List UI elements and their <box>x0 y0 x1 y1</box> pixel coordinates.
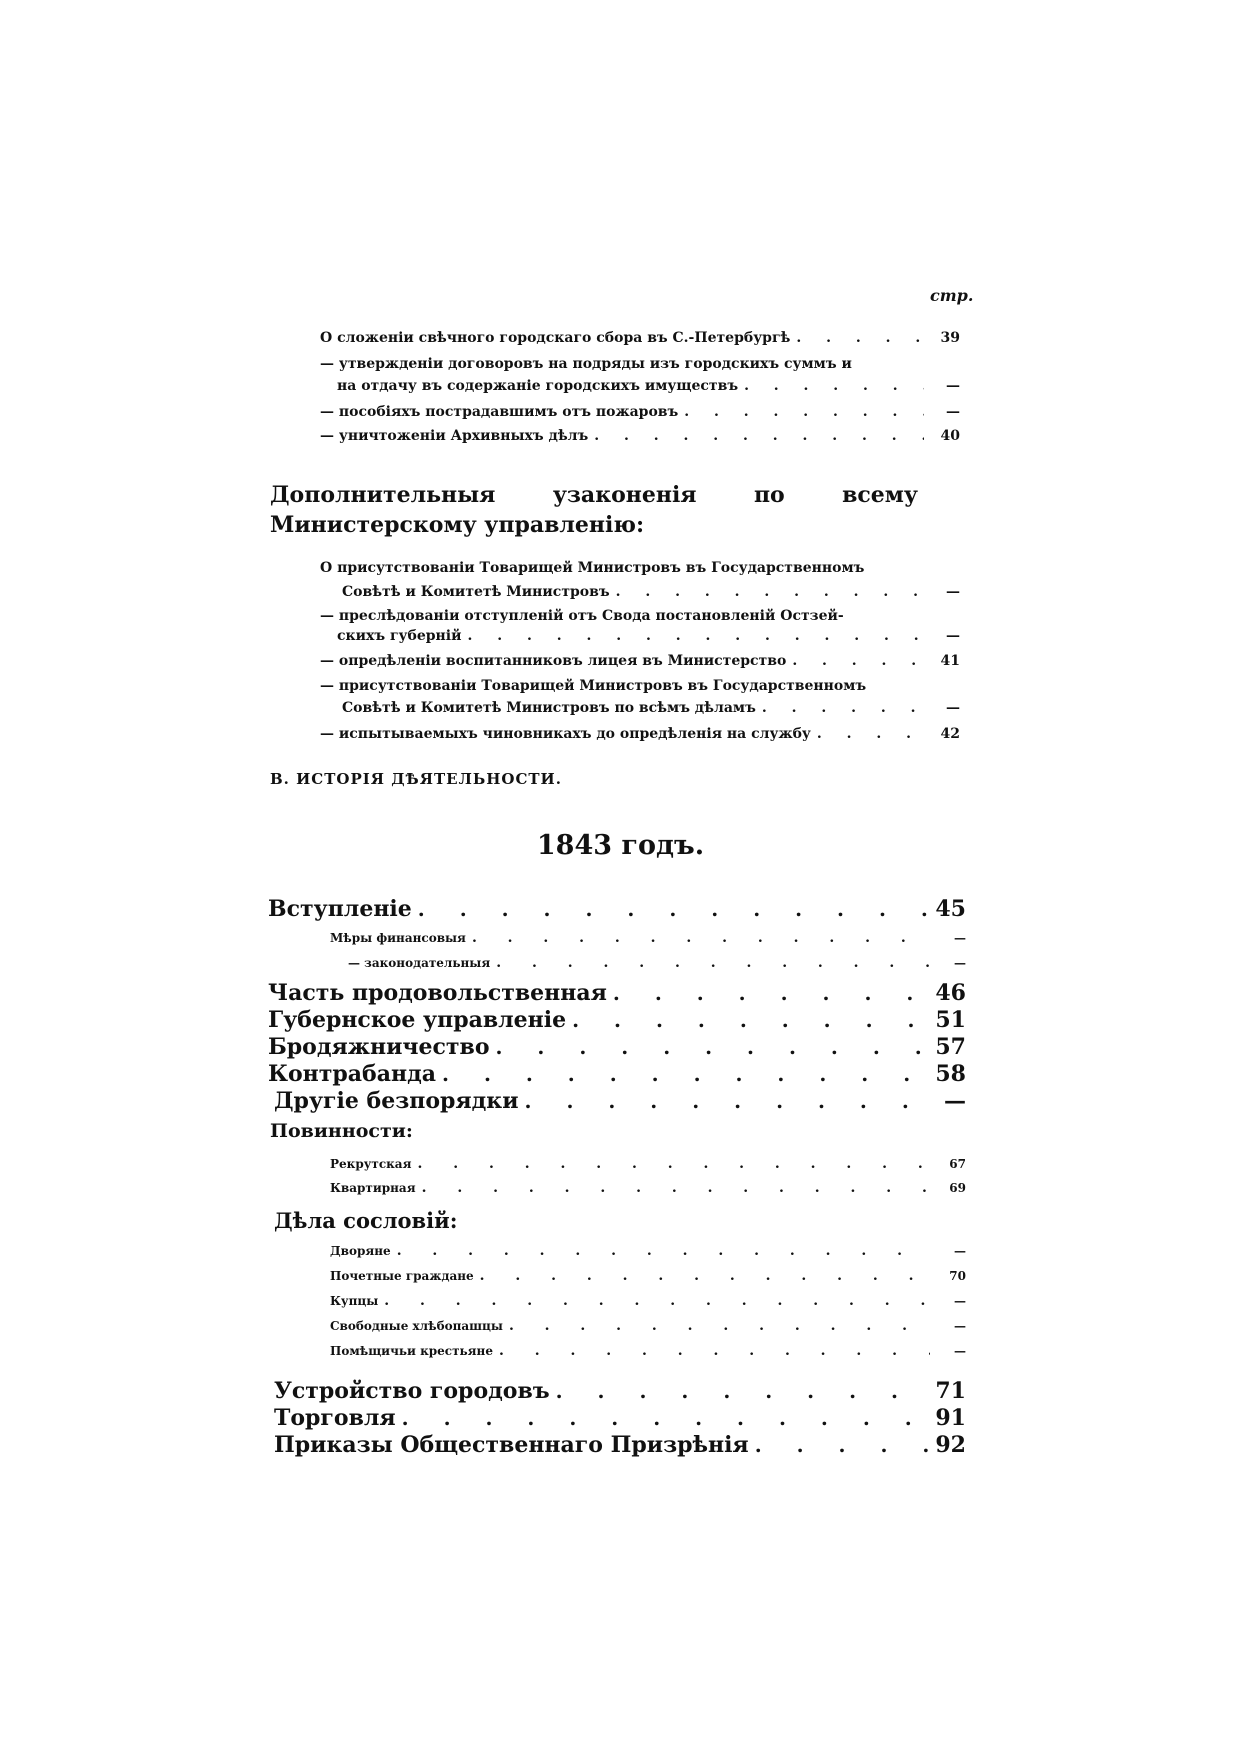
entry-text: Рекрутская <box>330 1157 412 1171</box>
page-number: 51 <box>935 1007 966 1033</box>
entry-continuation: скихъ губерній <box>337 628 462 644</box>
dot-leader <box>402 1406 930 1430</box>
entry-text: — испытываемыхъ чиновникахъ до опредѣленія на службу <box>320 726 811 742</box>
entry-text: — опредѣленіи воспитанниковъ лицея въ Министерство <box>320 653 787 669</box>
entry-text: — присутствованіи Товарищей Министровъ въ Государственномъ <box>320 678 867 694</box>
dot-leader <box>762 700 924 716</box>
entry-text: — утвержденіи договоровъ на подряды изъ городскихъ суммъ и <box>320 356 852 372</box>
toc-entry <box>330 1180 966 1196</box>
dot-leader <box>744 378 924 394</box>
toc-entry <box>337 378 960 394</box>
dot-leader <box>417 1156 930 1172</box>
page-number: 45 <box>935 896 966 922</box>
dot-leader <box>384 1293 930 1309</box>
toc-entry <box>337 628 960 644</box>
toc-entry <box>320 428 960 444</box>
dot-leader <box>472 930 930 946</box>
dot-leader <box>796 330 924 346</box>
dot-leader <box>594 428 924 444</box>
entry-text: — законодательныя <box>348 956 491 970</box>
toc-entry <box>274 1432 966 1458</box>
dot-leader <box>422 1180 930 1196</box>
entry-text: Вступленіе <box>268 896 412 922</box>
subsection-heading: Дѣла сословій: <box>274 1208 458 1233</box>
page-number: — <box>944 1088 966 1114</box>
entry-text: Часть продовольственная <box>268 980 607 1006</box>
page-number: 92 <box>935 1432 966 1458</box>
entry-text: Другіе безпорядки <box>274 1088 519 1114</box>
section-b-heading: В. ИСТОРІЯ ДѢЯТЕЛЬНОСТИ. <box>270 770 562 788</box>
page-number: — <box>946 700 960 716</box>
toc-entry <box>330 1293 966 1309</box>
entry-text: Свободные хлѣбопашцы <box>330 1319 503 1333</box>
toc-entry <box>330 1243 966 1259</box>
toc-entry <box>274 1405 966 1431</box>
page-number: — <box>946 404 960 420</box>
dot-leader <box>499 1343 930 1359</box>
entry-text: Торговля <box>274 1405 396 1431</box>
dot-leader <box>509 1318 930 1334</box>
dot-leader <box>442 1062 929 1086</box>
entry-text: Устройство городовъ <box>274 1378 550 1404</box>
toc-entry <box>268 1034 966 1060</box>
entry-text: Бродяжничество <box>268 1034 490 1060</box>
dot-leader <box>418 897 930 921</box>
entry-text: Контрабанда <box>268 1061 437 1087</box>
dot-leader <box>792 653 924 669</box>
entry-text: Мѣры финансовыя <box>330 931 466 945</box>
page-number: — <box>954 1244 966 1258</box>
entry-text: Почетные граждане <box>330 1269 474 1283</box>
page-column-label: стр. <box>930 286 974 305</box>
toc-entry <box>268 1061 966 1087</box>
section-heading: Дополнительныя узаконенія по всему Министерскому управленію: <box>270 482 918 538</box>
toc-entry <box>274 1378 966 1404</box>
toc-entry <box>330 1268 966 1284</box>
page-number: — <box>946 628 960 644</box>
toc-entry <box>330 1343 966 1359</box>
page-number: 71 <box>935 1378 966 1404</box>
dot-leader <box>468 628 924 644</box>
dot-leader <box>755 1433 930 1457</box>
entry-text: Квартирная <box>330 1181 416 1195</box>
toc-entry <box>330 1318 966 1334</box>
page-number: 69 <box>949 1181 966 1195</box>
page-number: 40 <box>940 428 960 444</box>
entry-text: Дворяне <box>330 1244 391 1258</box>
toc-entry <box>320 726 960 742</box>
dot-leader <box>525 1089 930 1113</box>
entry-continuation: на отдачу въ содержаніе городскихъ имуществъ <box>337 378 739 394</box>
entry-text: — уничтоженіи Архивныхъ дѣлъ <box>320 428 589 444</box>
entry-text: Губернское управленіе <box>268 1007 567 1033</box>
page-number: — <box>946 584 960 600</box>
entry-text: Купцы <box>330 1294 379 1308</box>
page-number: 42 <box>940 726 960 742</box>
page-number: — <box>954 931 966 945</box>
year-heading: 1843 годъ. <box>536 830 705 861</box>
page-number: 57 <box>935 1034 966 1060</box>
dot-leader <box>817 726 924 742</box>
dot-leader <box>684 404 924 420</box>
toc-entry <box>330 1156 966 1172</box>
dot-leader <box>496 955 930 971</box>
dot-leader <box>613 981 929 1005</box>
toc-entry <box>342 700 960 716</box>
page-number: — <box>954 1294 966 1308</box>
page-number: — <box>954 956 966 970</box>
dot-leader <box>556 1379 930 1403</box>
subsection-heading: Повинности: <box>270 1120 413 1142</box>
page-number: 46 <box>935 980 966 1006</box>
entry-continuation: Совѣтѣ и Комитетѣ Министровъ <box>342 584 610 600</box>
toc-entry <box>268 1007 966 1033</box>
toc-entry <box>268 896 966 922</box>
page-number: — <box>946 378 960 394</box>
page-number: 91 <box>935 1405 966 1431</box>
toc-entry <box>268 980 966 1006</box>
dot-leader <box>616 584 924 600</box>
entry-text: — преслѣдованіи отступленій отъ Свода постановленій Остзей- <box>320 608 844 624</box>
dot-leader <box>496 1035 930 1059</box>
page-number: 41 <box>940 653 960 669</box>
page-number: 58 <box>935 1061 966 1087</box>
entry-continuation: Совѣтѣ и Комитетѣ Министровъ по всѣмъ дѣламъ <box>342 700 756 716</box>
dot-leader <box>397 1243 930 1259</box>
page-number: 67 <box>949 1157 966 1171</box>
toc-entry <box>320 404 960 420</box>
toc-entry <box>348 955 966 971</box>
page-number: — <box>954 1319 966 1333</box>
toc-entry <box>342 584 960 600</box>
toc-entry <box>274 1088 966 1114</box>
toc-entry <box>320 653 960 669</box>
entry-text: Приказы Общественнаго Призрѣнія <box>274 1432 749 1458</box>
entry-text: О сложеніи свѣчного городскаго сбора въ С.-Петербургѣ <box>320 330 791 346</box>
page-number: 39 <box>940 330 960 346</box>
dot-leader <box>572 1008 929 1032</box>
entry-text: Помѣщичьи крестьяне <box>330 1344 493 1358</box>
toc-entry <box>330 930 966 946</box>
page-number: 70 <box>949 1269 966 1283</box>
dot-leader <box>480 1268 930 1284</box>
toc-entry <box>320 330 960 346</box>
page-number: — <box>954 1344 966 1358</box>
entry-text: О присутствованіи Товарищей Министровъ въ Государственномъ <box>320 560 865 576</box>
entry-text: — пособіяхъ пострадавшимъ отъ пожаровъ <box>320 404 679 420</box>
